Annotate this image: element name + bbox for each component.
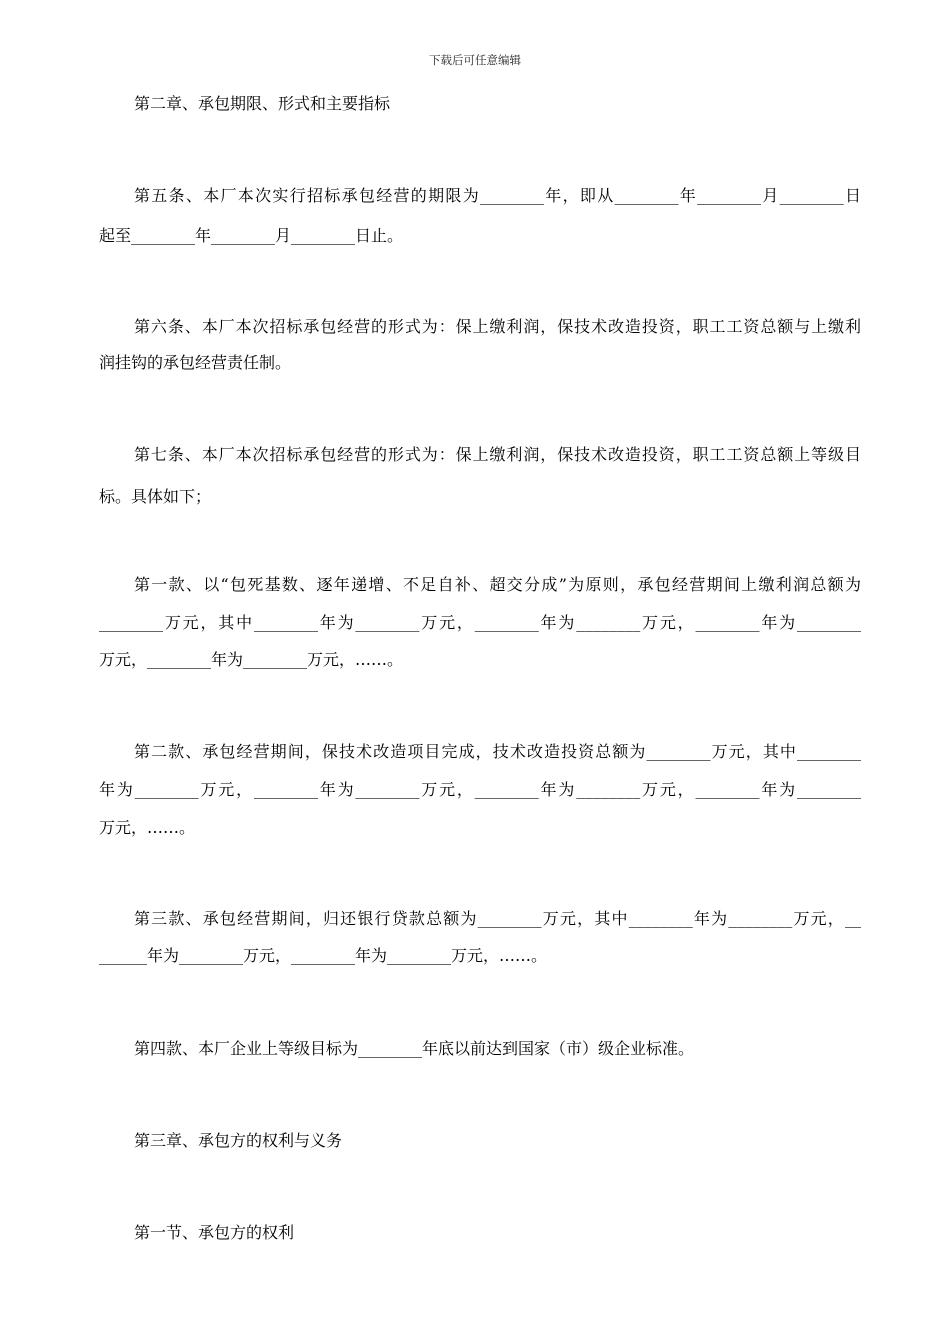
article-6-line-2: 润挂钩的承包经营责任制。 (99, 353, 292, 372)
clause-1-line-2: ________万元，其中________年为________万元，________年为________万元，________年为________ (99, 613, 861, 632)
chapter-3-title: 第三章、承包方的权利与义务 (134, 1131, 343, 1150)
page-header: 下载后可任意编辑 (429, 53, 521, 67)
article-5-line-2: 起至________年________月________日止。 (99, 226, 404, 245)
clause-4-line-1: 第四款、本厂企业上等级目标为________年底以前达到国家（市）级企业标准。 (134, 1039, 695, 1058)
clause-2-line-1: 第二款、承包经营期间，保技术改造项目完成，技术改造投资总额为________万元，其中________ (134, 742, 861, 761)
clause-3-line-1: 第三款、承包经营期间，归还银行贷款总额为________万元，其中________年为________万元，__ (134, 909, 861, 928)
section-1-title: 第一节、承包方的权利 (134, 1223, 295, 1242)
clause-1-line-1: 第一款、以“包死基数、逐年递增、不足自补、超交分成”为原则，承包经营期间上缴利润总额为 (134, 575, 861, 594)
article-6-line-1: 第六条、本厂本次招标承包经营的形式为：保上缴利润，保技术改造投资，职工工资总额与上缴利 (134, 317, 861, 336)
clause-2-line-2: 年为________万元，________年为________万元，________年为________万元，________年为________ (99, 780, 861, 799)
chapter-2-title: 第二章、承包期限、形式和主要指标 (134, 94, 391, 113)
clause-3-line-2: ______年为________万元，________年为________万元，……。 (99, 946, 548, 965)
article-7-line-2: 标。具体如下； (99, 487, 212, 506)
clause-2-line-3: 万元，……。 (99, 818, 196, 837)
clause-1-line-3: 万元，________年为________万元，……。 (99, 650, 404, 669)
article-7-line-1: 第七条、本厂本次招标承包经营的形式为：保上缴利润，保技术改造投资，职工工资总额上等级目 (134, 445, 861, 464)
article-5-line-1: 第五条、本厂本次实行招标承包经营的期限为________年，即从________年________月________日 (134, 186, 861, 205)
